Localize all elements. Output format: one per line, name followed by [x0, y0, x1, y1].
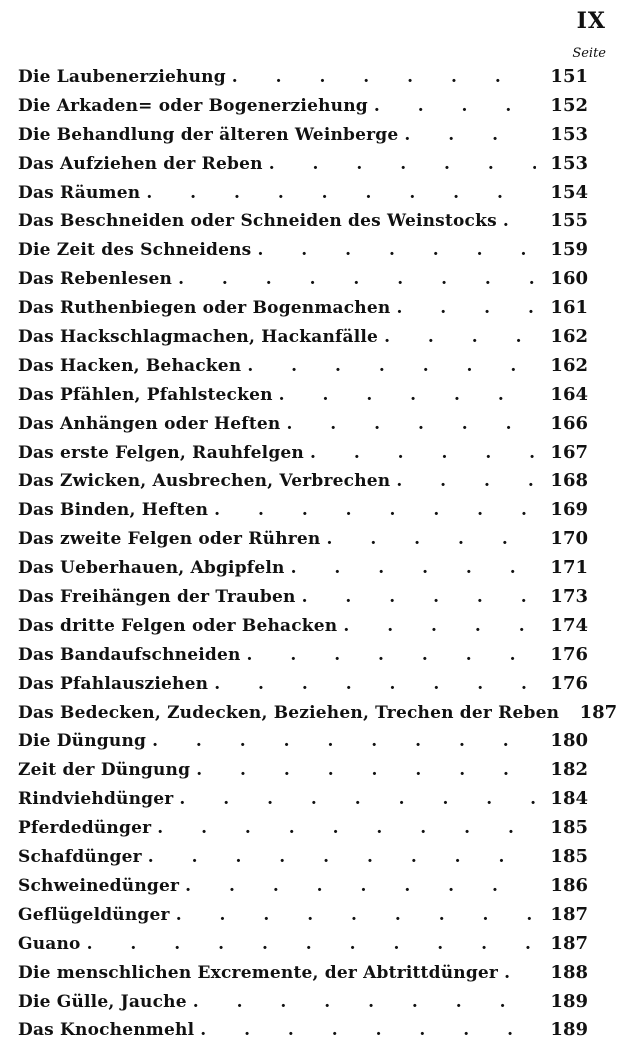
dot-leader [302, 587, 536, 607]
toc-entry-title: Das Ueberhauen, Abgipfeln [18, 558, 285, 579]
toc-entry-title: Das Binden, Heften [18, 500, 209, 521]
toc-entry [18, 875, 588, 904]
dot-leader [279, 385, 536, 405]
toc-entry-title: Das Bandaufschneiden [18, 644, 241, 665]
toc-entry-title: Pferdedünger [18, 818, 152, 839]
toc-entry-title: Die Laubenerziehung [18, 67, 226, 87]
toc-entry-title: Die Arkaden= oder Bogenerziehung [18, 95, 368, 116]
dot-leader [200, 1020, 536, 1040]
toc-entry-title: Das Aufziehen der Reben [18, 153, 263, 174]
toc-entry-page: 184 [550, 788, 588, 810]
toc-entry-page: 164 [550, 383, 588, 405]
toc-entry [18, 413, 588, 442]
toc-entry-title: Das Bedecken, Zudecken, Beziehen, Trechen der Reben [18, 702, 560, 723]
toc-entry [18, 499, 588, 528]
toc-entry-title: Das Freihängen der Trauben [18, 587, 296, 608]
toc-entry-page: 152 [550, 94, 588, 116]
toc-entry-title: Das Räumen [18, 182, 141, 203]
toc-entry-title: Rindviehdünger [18, 789, 174, 810]
toc-entry [18, 1019, 588, 1048]
toc-entry-page: 174 [550, 614, 588, 636]
toc-entry-page: 169 [550, 499, 588, 521]
toc-entry [18, 528, 588, 557]
toc-entry-page: 189 [550, 990, 588, 1012]
dot-leader [196, 760, 536, 780]
toc-entry-title: Guano [18, 933, 81, 954]
toc-entry-page: 176 [550, 672, 588, 694]
toc-entry-page: 159 [550, 239, 588, 261]
toc-entry-title: Das Ruthenbiegen oder Bogenmachen [18, 298, 391, 319]
toc-entry-page: 171 [550, 557, 588, 579]
toc-entry [18, 759, 588, 788]
toc-entry-title: Schweinedünger [18, 875, 180, 896]
toc-entry-page: 187 [550, 932, 588, 954]
dot-leader [327, 529, 537, 549]
toc-entry [18, 124, 588, 153]
dot-leader [396, 298, 536, 318]
dot-leader [232, 67, 536, 87]
toc-entry [18, 95, 588, 124]
toc-entry-page: 167 [550, 441, 588, 463]
toc-entry [18, 355, 588, 384]
toc-entry [18, 846, 588, 875]
toc-entry-page: 180 [550, 730, 588, 752]
toc-entry [18, 817, 588, 846]
dot-leader [214, 500, 536, 520]
toc-entry-page: 173 [550, 586, 588, 608]
dot-leader [178, 269, 536, 289]
toc-entry-page: 162 [550, 354, 588, 376]
toc-entry-title: Die Düngung [18, 731, 147, 752]
page-number: IX [576, 8, 606, 34]
toc-entry-page: 185 [550, 817, 588, 839]
dot-leader [185, 876, 536, 896]
toc-entry [18, 239, 588, 268]
toc-entry [18, 644, 588, 673]
toc-entry-title: Das zweite Felgen oder Rühren [18, 529, 321, 550]
dot-leader [503, 211, 536, 231]
toc-entry [18, 442, 588, 471]
toc-entry-page: 187 [579, 701, 618, 723]
toc-entry-page: 189 [550, 1019, 588, 1041]
toc-entry-page: 187 [550, 903, 588, 925]
toc-entry-page: 160 [550, 268, 588, 290]
toc-entry-title: Das Hackschlagmachen, Hackanfälle [18, 327, 379, 348]
dot-leader [152, 731, 536, 751]
dot-leader [269, 154, 536, 174]
toc-entry-title: Die Behandlung der älteren Weinberge [18, 124, 399, 145]
toc-entry-title: Zeit der Düngung [18, 760, 191, 781]
toc-entry-page: 176 [550, 643, 588, 665]
toc-entry-title: Das Knochenmehl [18, 1020, 195, 1041]
dot-leader [291, 558, 536, 578]
dot-leader [257, 240, 536, 260]
toc-entry [18, 297, 588, 326]
toc-entry [18, 701, 618, 731]
dot-leader [310, 443, 536, 463]
toc-entry [18, 991, 588, 1020]
toc-entry-page: 166 [550, 412, 588, 434]
toc-entry-page: 154 [550, 181, 588, 203]
toc-entry-title: Das Pfahlausziehen [18, 673, 209, 694]
toc-entry-page: 155 [550, 210, 588, 232]
dot-leader [247, 356, 536, 376]
toc-entry [18, 586, 588, 615]
toc-entry [18, 470, 588, 499]
toc-entry [18, 904, 588, 933]
toc-entry-title: Die Gülle, Jauche [18, 991, 187, 1012]
page-column-label: Seite [572, 46, 606, 61]
toc-entry [18, 933, 588, 962]
toc-entry [18, 182, 588, 211]
dot-leader [343, 616, 536, 636]
toc-entry [18, 384, 588, 413]
dot-leader [504, 963, 536, 983]
dot-leader [286, 414, 536, 434]
dot-leader [396, 471, 536, 491]
dot-leader [148, 847, 536, 867]
dot-leader [193, 992, 536, 1012]
toc-entry-page: 170 [550, 528, 588, 550]
dot-leader [176, 905, 536, 925]
toc-entry-title: Das Rebenlesen [18, 269, 173, 290]
dot-leader [87, 934, 536, 954]
toc-entry-title: Das Anhängen oder Heften [18, 413, 281, 434]
toc-entry-page: 185 [550, 846, 588, 868]
dot-leader [146, 183, 536, 203]
dot-leader [247, 645, 536, 665]
toc-entry-page: 168 [550, 470, 588, 492]
toc-entry-page: 151 [550, 66, 588, 87]
toc-entry-title: Das Zwicken, Ausbrechen, Verbrechen [18, 471, 391, 492]
toc-entry-title: Das Hacken, Behacken [18, 355, 242, 376]
toc-entry [18, 66, 588, 95]
toc-entry [18, 615, 588, 644]
toc-entry-title: Das erste Felgen, Rauhfelgen [18, 442, 304, 463]
toc-entry-page: 153 [550, 123, 588, 145]
toc-entry-title: Das dritte Felgen oder Behacken [18, 615, 338, 636]
toc-entry-title: Die Zeit des Schneidens [18, 240, 252, 261]
table-of-contents [18, 66, 618, 1048]
dot-leader [404, 125, 536, 145]
toc-entry [18, 962, 588, 991]
toc-entry-title: Das Pfählen, Pfahlstecken [18, 384, 273, 405]
dot-leader [157, 818, 536, 838]
toc-entry [18, 557, 588, 586]
dot-leader [179, 789, 536, 809]
toc-entry-page: 161 [550, 297, 588, 319]
toc-entry-page: 182 [550, 759, 588, 781]
toc-entry-title: Geflügeldünger [18, 904, 170, 925]
toc-entry-title: Schafdünger [18, 847, 142, 868]
toc-entry [18, 153, 588, 182]
toc-entry-title: Das Beschneiden oder Schneiden des Weinstocks [18, 211, 497, 232]
dot-leader [384, 327, 536, 347]
toc-entry [18, 210, 588, 239]
toc-entry [18, 788, 588, 817]
toc-entry [18, 730, 588, 759]
toc-entry-page: 186 [550, 874, 588, 896]
toc-entry-page: 153 [550, 152, 588, 174]
dot-leader [374, 96, 536, 116]
dot-leader [214, 674, 536, 694]
toc-entry [18, 326, 588, 355]
toc-entry-page: 188 [550, 961, 588, 983]
toc-entry-title: Die menschlichen Excremente, der Abtrittdünger [18, 962, 499, 983]
toc-entry [18, 268, 588, 297]
toc-entry-page: 162 [550, 326, 588, 348]
toc-entry [18, 673, 588, 702]
